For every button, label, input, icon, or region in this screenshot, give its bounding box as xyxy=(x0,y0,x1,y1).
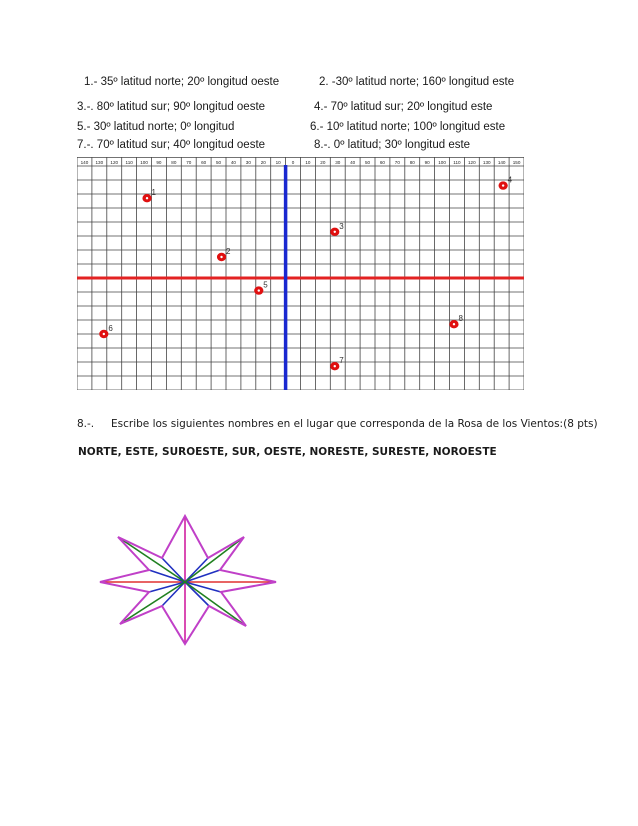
grid-tick-label: 60 xyxy=(379,160,386,165)
grid-tick-label: 90 xyxy=(156,160,162,165)
point-label: 7 xyxy=(339,356,344,366)
coordinate-grid xyxy=(77,157,524,390)
grid-tick-label: 120 xyxy=(110,160,119,165)
point-label: 4 xyxy=(507,175,513,185)
point-marker-center xyxy=(502,184,504,186)
grid-tick-label: 40 xyxy=(350,160,356,165)
cardinal-names-list: NORTE, ESTE, SUROESTE, SUR, OESTE, NORESTE, SURESTE, NOROESTE xyxy=(78,446,497,458)
point-marker-center xyxy=(220,256,222,258)
grid-tick-label: 100 xyxy=(438,160,446,165)
exercise-number: 8.-. xyxy=(77,418,95,430)
point-label: 8 xyxy=(458,314,463,324)
grid-tick-label: 80 xyxy=(171,160,177,165)
grid-tick-label: 130 xyxy=(482,160,491,165)
coordinate-grid-svg xyxy=(77,157,524,390)
compass-rose xyxy=(96,512,282,648)
point-label: 2 xyxy=(226,247,231,256)
point-marker-center xyxy=(334,231,336,233)
point-marker-center xyxy=(453,323,455,325)
grid-tick-label: 60 xyxy=(201,160,207,165)
grid-tick-label: 30 xyxy=(245,160,251,165)
point-label: 6 xyxy=(108,324,113,333)
grid-tick-label: 150 xyxy=(512,160,521,165)
question-4: 4.- 70º latitud sur; 20º longitud este xyxy=(314,101,493,113)
grid-tick-label: 0 xyxy=(291,160,295,165)
grid-tick-label: 140 xyxy=(497,160,506,165)
question-1: 1.- 35º latitud norte; 20º longitud oeste xyxy=(84,76,280,88)
grid-tick-label: 80 xyxy=(409,160,415,165)
grid-tick-label: 90 xyxy=(424,160,430,165)
grid-tick-label: 110 xyxy=(453,160,461,165)
question-2: 2. -30º latitud norte; 160º longitud este xyxy=(319,76,515,88)
grid-tick-label: 110 xyxy=(125,160,133,165)
point-marker-center xyxy=(146,197,148,199)
question-3: 3.-. 80º latitud sur; 90º longitud oeste xyxy=(77,101,266,113)
grid-tick-label: 120 xyxy=(468,160,476,165)
grid-tick-label: 70 xyxy=(394,160,400,165)
grid-tick-label: 30 xyxy=(335,160,341,165)
grid-tick-label: 100 xyxy=(140,160,148,165)
grid-tick-label: 70 xyxy=(186,160,192,165)
point-marker-center xyxy=(258,289,260,291)
point-label: 3 xyxy=(339,221,344,231)
compass-diagonal-line xyxy=(185,537,244,582)
grid-tick-label: 10 xyxy=(305,160,311,165)
grid-tick-label: 10 xyxy=(275,160,281,165)
question-6: 6.- 10º latitud norte; 100º longitud este xyxy=(310,121,506,133)
point-marker-center xyxy=(103,333,105,335)
exercise-instruction: Escribe los siguientes nombres en el lugar que corresponda de la Rosa de los Vientos:(8 pts) xyxy=(111,418,598,430)
grid-tick-label: 50 xyxy=(364,160,371,165)
grid-tick-label: 140 xyxy=(80,160,89,165)
point-label: 1 xyxy=(151,188,156,198)
question-8: 8.-. 0º latitud; 30º longitud este xyxy=(314,139,471,151)
grid-tick-label: 130 xyxy=(95,160,104,165)
grid-tick-label: 40 xyxy=(230,160,237,165)
grid-tick-label: 50 xyxy=(215,160,222,165)
question-7: 7.-. 70º latitud sur; 40º longitud oeste xyxy=(77,139,266,151)
grid-tick-label: 20 xyxy=(320,160,326,165)
point-marker-center xyxy=(334,365,336,367)
grid-tick-label: 20 xyxy=(260,160,266,165)
question-5: 5.- 30º latitud norte; 0º longitud xyxy=(77,121,235,133)
point-label: 5 xyxy=(263,280,268,290)
